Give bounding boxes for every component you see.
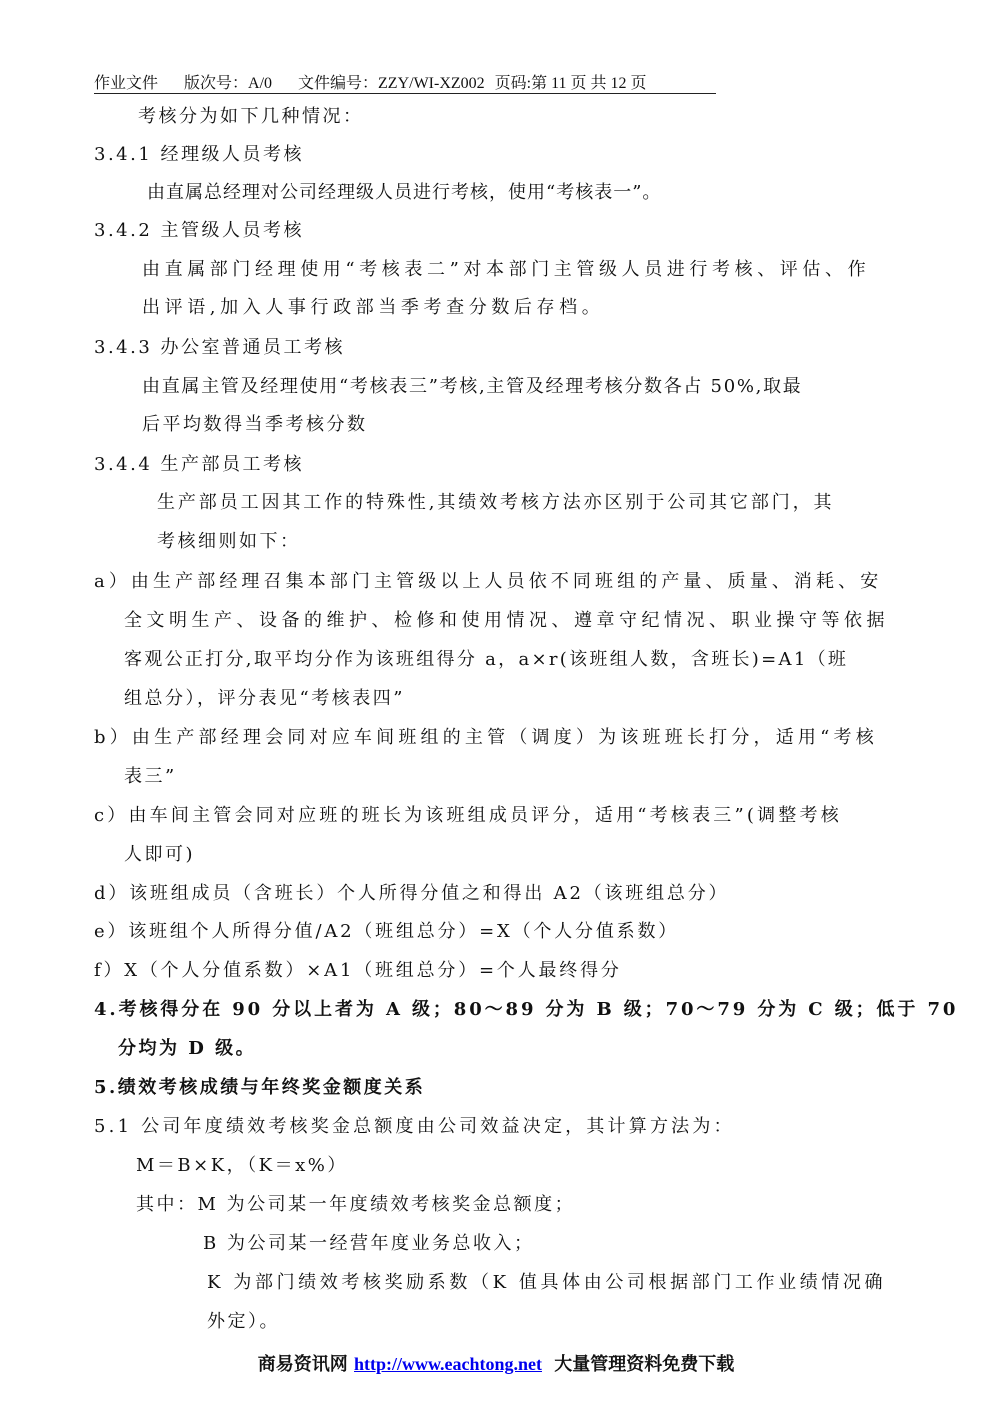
list-item: b）由生产部经理会同对应车间班组的主管（调度）为该班班长打分，适用“考核 [94,727,878,748]
section-heading: 3.4.2 主管级人员考核 [94,220,305,241]
footer-link[interactable]: http://www.eachtong.net [354,1354,542,1374]
list-item: a）由生产部经理召集本部门主管级以上人员依不同班组的产量、质量、消耗、安 [94,571,883,592]
body-line: 后平均数得当季考核分数 [142,414,368,435]
list-item: d）该班组成员（含班长）个人所得分值之和得出 A2（该班组总分） [94,883,730,904]
body-line: 考核分为如下几种情况： [138,106,364,127]
section-heading-bold: 分均为 D 级。 [118,1038,257,1059]
section-heading: 3.4.1 经理级人员考核 [94,144,305,165]
section-heading: 3.4.3 办公室普通员工考核 [94,337,346,358]
section-heading: 3.4.4 生产部员工考核 [94,454,305,475]
list-item: f）X（个人分值系数）×A1（班组总分）=个人最终得分 [94,960,622,981]
body-line: K 为部门绩效考核奖励系数（K 值具体由公司根据部门工作业绩情况确 [207,1272,887,1293]
header-doc-type: 作业文件 [94,75,159,92]
body-line: B 为公司某一经营年度业务总收入； [203,1233,535,1254]
list-item-continuation: 表三” [124,766,177,787]
list-item: e）该班组个人所得分值/A2（班组总分）=X（个人分值系数） [94,921,680,942]
list-item-continuation: 全文明生产、设备的维护、检修和使用情况、遵章守纪情况、职业操守等依据 [124,610,889,631]
header-version: 版次号：A/0 [184,75,273,92]
body-line: 考核细则如下： [157,531,301,552]
body-line: 出评语,加入人事行政部当季考查分数后存档。 [142,297,605,318]
body-line: 外定）。 [207,1311,280,1332]
list-item-continuation: 人即可) [124,844,196,865]
header-divider [94,93,716,94]
body-line: 5.1 公司年度绩效考核奖金总额度由公司效益决定，其计算方法为： [94,1116,735,1137]
footer-site-name: 商易资讯网 [257,1354,348,1375]
list-item: c）由车间主管会同对应班的班长为该班组成员评分，适用“考核表三”(调整考核 [94,805,842,826]
list-item-continuation: 组总分），评分表见“考核表四” [124,688,405,709]
body-line: 生产部员工因其工作的特殊性,其绩效考核方法亦区别于公司其它部门，其 [157,492,835,513]
body-line: 由直属主管及经理使用“考核表三”考核,主管及经理考核分数各占 50%,取最 [142,376,803,397]
section-heading-bold: 4.考核得分在 90 分以上者为 A 级；80～89 分为 B 级；70～79 分为 C 级；低于 70 [94,999,959,1020]
footer-slogan: 大量管理资料免费下载 [554,1354,735,1375]
list-item-continuation: 客观公正打分,取平均分作为该班组得分 a，a×r(该班组人数，含班长)=A1（班 [124,649,849,670]
body-line: 由直属总经理对公司经理级人员进行考核，使用“考核表一”。 [147,182,662,203]
formula: M＝B×K，（K＝x%） [136,1155,348,1176]
body-line: 由直属部门经理使用“考核表二”对本部门主管级人员进行考核、评估、作 [142,259,871,280]
page-footer [0,1350,992,1376]
header-doc-number: 文件编号：ZZY/WI-XZ002 [298,75,485,92]
header-page-info: 页码:第 11 页 共 12 页 [494,75,647,92]
section-heading-bold: 5.绩效考核成绩与年终奖金额度关系 [94,1077,426,1098]
body-line: 其中：M 为公司某一年度绩效考核奖金总额度； [136,1194,576,1215]
page-header [94,70,669,93]
